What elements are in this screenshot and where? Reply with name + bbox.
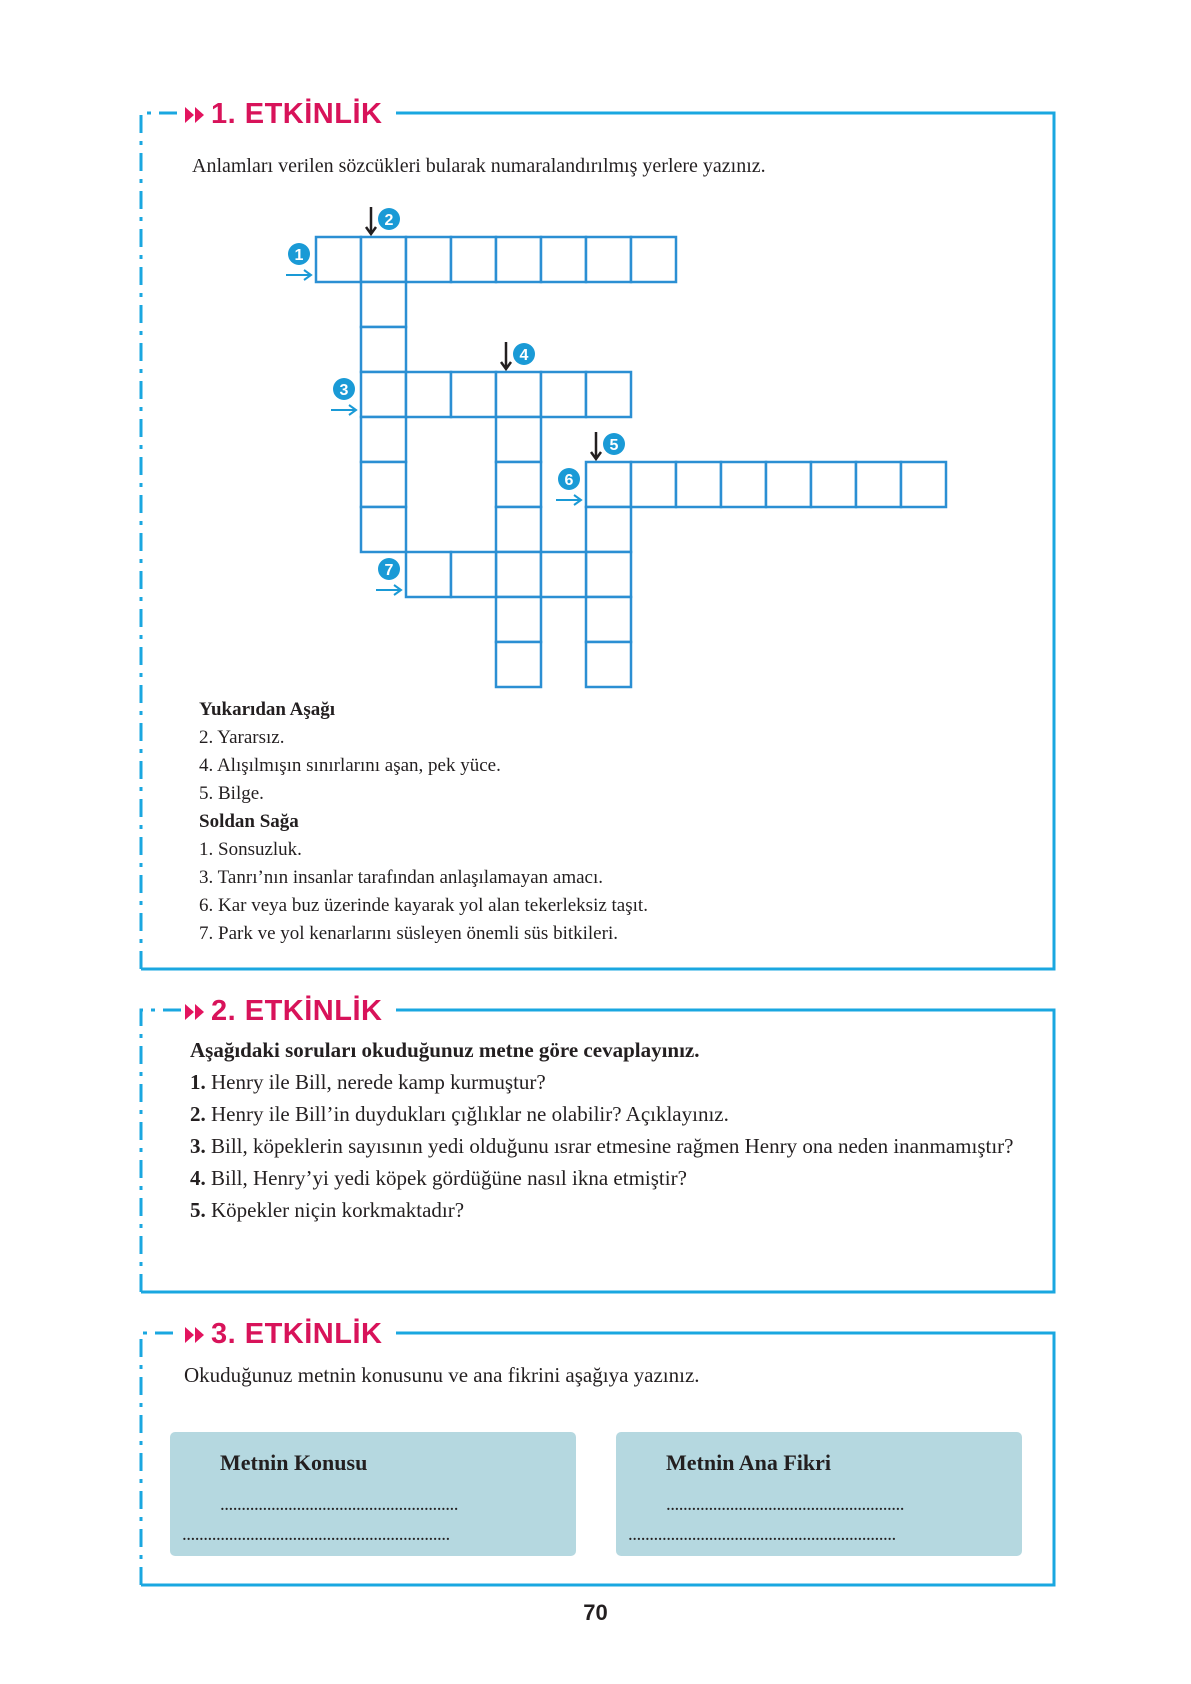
- clue-number-badge: [288, 243, 310, 265]
- svg-text:7: 7: [384, 562, 394, 579]
- svg-text:4: 4: [519, 347, 529, 364]
- main-idea-box-title: Metnin Ana Fikri: [666, 1450, 832, 1475]
- crossword-cell[interactable]: [451, 552, 496, 597]
- question-item: 4. Bill, Henry’yi yedi köpek gördüğüne nasıl ikna etmiştir?: [190, 1166, 687, 1190]
- crossword-cell[interactable]: [361, 372, 406, 417]
- answer-line[interactable]: ...............................................................: [182, 1524, 450, 1545]
- across-clue: 3. Tanrı’nın insanlar tarafından anlaşılamayan amacı.: [199, 867, 604, 888]
- crossword-cell[interactable]: [496, 507, 541, 552]
- question-list: [160, 1034, 1036, 1226]
- crossword-cell[interactable]: [361, 282, 406, 327]
- answer-line[interactable]: ........................................................: [666, 1494, 904, 1515]
- crossword-cell[interactable]: [496, 552, 541, 597]
- crossword-cell[interactable]: [721, 462, 766, 507]
- crossword-cell[interactable]: [676, 462, 721, 507]
- down-arrow-icon: [591, 432, 601, 459]
- activity-3-title: 3. ETKİNLİK: [211, 1318, 383, 1350]
- down-arrow-icon: [366, 207, 376, 234]
- crossword-cell[interactable]: [451, 372, 496, 417]
- crossword-cell[interactable]: [361, 507, 406, 552]
- crossword-cell[interactable]: [496, 642, 541, 687]
- clue-number-badge: [333, 378, 355, 400]
- crossword-cell[interactable]: [586, 462, 631, 507]
- crossword-cell[interactable]: [496, 597, 541, 642]
- main-idea-box: [616, 1432, 1022, 1556]
- crossword-cell[interactable]: [361, 462, 406, 507]
- across-clue: 6. Kar veya buz üzerinde kayarak yol alan tekerleksiz taşıt.: [199, 895, 648, 916]
- crossword-cell[interactable]: [361, 327, 406, 372]
- across-arrow-icon: [556, 495, 581, 505]
- down-heading: Yukarıdan Aşağı: [199, 699, 336, 720]
- down-clue: 2. Yararsız.: [199, 727, 285, 748]
- double-chevron-icon: [185, 1004, 205, 1020]
- crossword-cell[interactable]: [316, 237, 361, 282]
- topic-box-title: Metnin Konusu: [220, 1450, 368, 1475]
- crossword-cell[interactable]: [496, 372, 541, 417]
- clue-number-badge: [603, 433, 625, 455]
- crossword-cell[interactable]: [496, 237, 541, 282]
- across-arrow-icon: [286, 270, 311, 280]
- clue-number-badge: [558, 468, 580, 490]
- answer-line[interactable]: ...............................................................: [628, 1524, 896, 1545]
- crossword-cell[interactable]: [541, 237, 586, 282]
- svg-text:6: 6: [564, 472, 574, 489]
- crossword-grid: [0, 0, 1191, 720]
- question-item: 5. Köpekler niçin korkmaktadır?: [190, 1198, 465, 1222]
- crossword-cell[interactable]: [631, 462, 676, 507]
- activity-3-heading: [181, 1318, 394, 1351]
- crossword-cell[interactable]: [766, 462, 811, 507]
- crossword-cell[interactable]: [586, 507, 631, 552]
- svg-text:3: 3: [339, 382, 349, 399]
- across-arrow-icon: [376, 585, 401, 595]
- clue-number-badge: [513, 343, 535, 365]
- crossword-cell[interactable]: [631, 237, 676, 282]
- down-arrow-icon: [501, 342, 511, 369]
- answer-line[interactable]: ........................................................: [220, 1494, 458, 1515]
- crossword-cell[interactable]: [856, 462, 901, 507]
- page-number: 70: [583, 1600, 608, 1625]
- crossword-cell[interactable]: [586, 642, 631, 687]
- clue-number-badge: [378, 208, 400, 230]
- question-item: 2. Henry ile Bill’in duydukları çığlıklar ne olabilir? Açıklayınız.: [190, 1102, 729, 1126]
- crossword-cell[interactable]: [451, 237, 496, 282]
- crossword-cell[interactable]: [586, 597, 631, 642]
- crossword-cell[interactable]: [496, 417, 541, 462]
- across-clue: 7. Park ve yol kenarlarını süsleyen önemli süs bitkileri.: [199, 923, 618, 944]
- activity-3-instruction: Okuduğunuz metnin konusunu ve ana fikrini aşağıya yazınız.: [184, 1363, 700, 1387]
- across-heading: Soldan Sağa: [199, 811, 299, 832]
- crossword-cell[interactable]: [496, 462, 541, 507]
- topic-box: [170, 1432, 576, 1556]
- activity-1-title: 1. ETKİNLİK: [211, 98, 383, 130]
- down-clue: 4. Alışılmışın sınırlarını aşan, pek yüce.: [199, 755, 501, 776]
- crossword-cell[interactable]: [586, 372, 631, 417]
- activity-2-title: 2. ETKİNLİK: [211, 995, 383, 1027]
- clue-number-badge: [378, 558, 400, 580]
- crossword-cell[interactable]: [811, 462, 856, 507]
- activity-2-instruction: Aşağıdaki soruları okuduğunuz metne göre cevaplayınız.: [190, 1038, 700, 1062]
- svg-text:2: 2: [384, 212, 394, 229]
- crossword-cell[interactable]: [541, 552, 586, 597]
- crossword-cell[interactable]: [901, 462, 946, 507]
- double-chevron-icon: [185, 1327, 205, 1343]
- crossword-cell[interactable]: [406, 552, 451, 597]
- question-item: 3. Bill, köpeklerin sayısının yedi olduğunu ısrar etmesine rağmen Henry ona neden inanmamıştır?: [190, 1134, 1014, 1158]
- crossword-cell[interactable]: [586, 237, 631, 282]
- crossword-cell[interactable]: [541, 372, 586, 417]
- svg-text:1: 1: [294, 247, 304, 264]
- crossword-cell[interactable]: [361, 237, 406, 282]
- crossword-cell[interactable]: [586, 552, 631, 597]
- crossword-cell[interactable]: [361, 417, 406, 462]
- across-arrow-icon: [331, 405, 356, 415]
- question-item: 1. Henry ile Bill, nerede kamp kurmuştur?: [190, 1070, 546, 1094]
- across-clue: 1. Sonsuzluk.: [199, 839, 302, 860]
- down-clue: 5. Bilge.: [199, 783, 264, 804]
- activity-2-heading: [181, 995, 394, 1028]
- crossword-cell[interactable]: [406, 372, 451, 417]
- svg-text:5: 5: [609, 437, 619, 454]
- activity-1-instruction: Anlamları verilen sözcükleri bularak numaralandırılmış yerlere yazınız.: [192, 155, 766, 177]
- crossword-clues: [199, 696, 648, 948]
- crossword-cell[interactable]: [406, 237, 451, 282]
